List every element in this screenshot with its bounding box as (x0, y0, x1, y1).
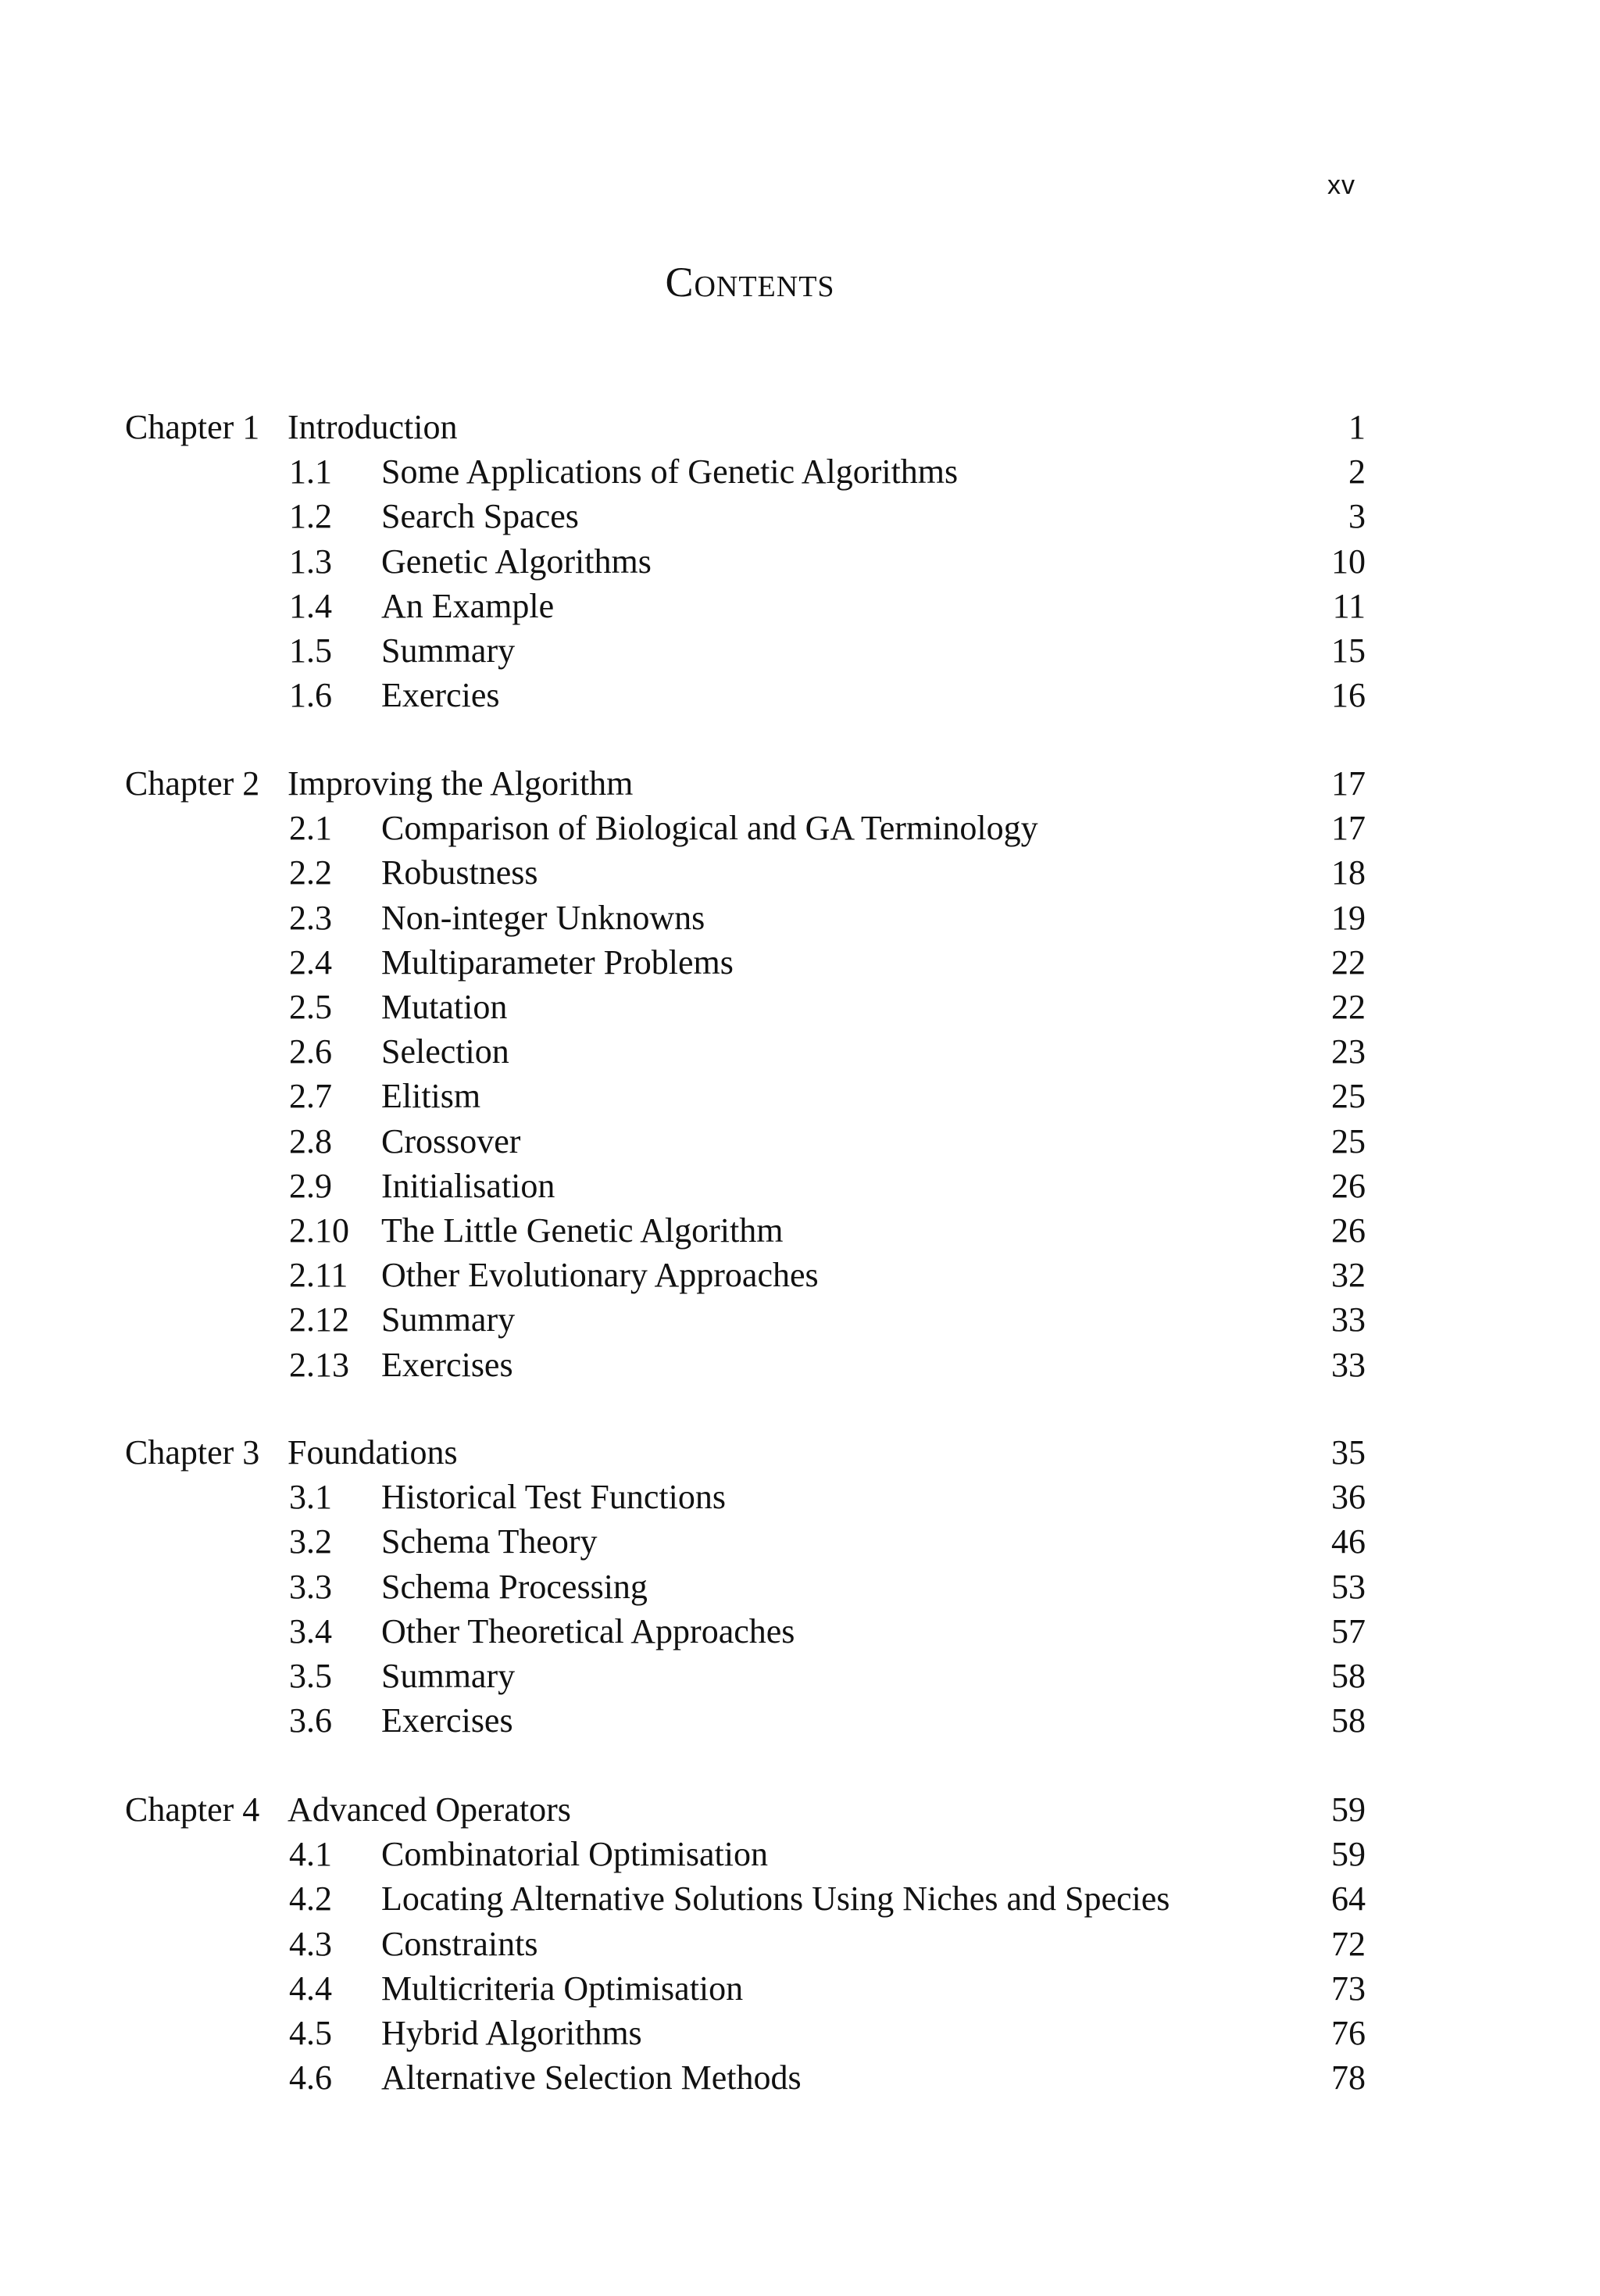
section-title: Schema Theory (381, 1522, 598, 1561)
section-number: 1.4 (289, 587, 332, 625)
section-page-number: 2 (1348, 452, 1366, 491)
section-title: Other Evolutionary Approaches (381, 1256, 819, 1294)
section-number: 2.5 (289, 988, 332, 1026)
section-number: 4.4 (289, 1969, 332, 2008)
section-number: 4.1 (289, 1835, 332, 1873)
section-page-number: 57 (1331, 1612, 1366, 1650)
section-title: Some Applications of Genetic Algorithms (381, 452, 959, 491)
section-title: Other Theoretical Approaches (381, 1612, 795, 1650)
section-number: 2.9 (289, 1167, 332, 1205)
section-page-number: 23 (1331, 1032, 1366, 1071)
chapter-label: Chapter 4 (125, 1790, 260, 1829)
section-row (0, 940, 1600, 985)
chapter-title: Foundations (288, 1433, 458, 1472)
section-title: Mutation (381, 988, 508, 1026)
section-row (0, 1164, 1600, 1208)
section-page-number: 73 (1331, 1969, 1366, 2008)
section-page-number: 19 (1331, 899, 1366, 937)
section-number: 4.5 (289, 2014, 332, 2052)
section-row (0, 1876, 1600, 1921)
chapter-label: Chapter 2 (125, 764, 260, 803)
section-row (0, 1609, 1600, 1654)
section-page-number: 17 (1331, 809, 1366, 847)
section-title: An Example (381, 587, 555, 625)
section-title: Schema Processing (381, 1568, 648, 1606)
chapter-label: Chapter 3 (125, 1433, 260, 1472)
section-row (0, 2055, 1600, 2100)
section-row (0, 1208, 1600, 1253)
section-title: Elitism (381, 1077, 481, 1115)
section-title: Selection (381, 1032, 509, 1071)
section-number: 1.2 (289, 497, 332, 535)
section-title: Multiparameter Problems (381, 943, 734, 982)
section-title: Locating Alternative Solutions Using Niches and Species (381, 1879, 1170, 1918)
section-title: Genetic Algorithms (381, 542, 652, 581)
section-page-number: 10 (1331, 542, 1366, 581)
chapter-title: Improving the Algorithm (288, 764, 634, 803)
chapter-title: Introduction (288, 408, 458, 446)
section-page-number: 53 (1331, 1568, 1366, 1606)
section-number: 2.4 (289, 943, 332, 982)
section-page-number: 11 (1332, 587, 1366, 625)
section-title: Search Spaces (381, 497, 579, 535)
section-row (0, 584, 1600, 628)
section-page-number: 58 (1331, 1657, 1366, 1695)
chapter-row (0, 1430, 1600, 1475)
section-title: Historical Test Functions (381, 1478, 726, 1516)
chapter-row (0, 761, 1600, 806)
section-number: 2.8 (289, 1122, 332, 1161)
chapter-row (0, 405, 1600, 449)
section-title: Combinatorial Optimisation (381, 1835, 768, 1873)
section-number: 1.1 (289, 452, 332, 491)
section-title: Constraints (381, 1925, 538, 1963)
section-row (0, 1654, 1600, 1698)
section-number: 2.7 (289, 1077, 332, 1115)
section-row (0, 1029, 1600, 1074)
section-page-number: 33 (1331, 1300, 1366, 1339)
section-page-number: 3 (1348, 497, 1366, 535)
section-page-number: 72 (1331, 1925, 1366, 1963)
section-row (0, 1074, 1600, 1118)
section-row (0, 1253, 1600, 1297)
section-number: 1.6 (289, 676, 332, 714)
section-title: Multicriteria Optimisation (381, 1969, 744, 2008)
section-row (0, 896, 1600, 940)
section-number: 2.1 (289, 809, 332, 847)
section-number: 3.3 (289, 1568, 332, 1606)
section-number: 1.3 (289, 542, 332, 581)
page-number: xv (1327, 170, 1355, 200)
section-row (0, 1698, 1600, 1743)
section-number: 4.2 (289, 1879, 332, 1918)
section-number: 3.4 (289, 1612, 332, 1650)
section-row (0, 985, 1600, 1029)
section-row (0, 494, 1600, 538)
section-title: Non-integer Unknowns (381, 899, 705, 937)
section-row (0, 2011, 1600, 2055)
section-row (0, 1119, 1600, 1164)
section-title: Exercises (381, 1346, 513, 1384)
section-title: The Little Genetic Algorithm (381, 1211, 784, 1250)
chapter-page-number: 59 (1331, 1790, 1366, 1829)
section-number: 2.3 (289, 899, 332, 937)
section-title: Crossover (381, 1122, 521, 1161)
chapter-row (0, 1787, 1600, 1832)
section-row (0, 539, 1600, 584)
section-page-number: 26 (1331, 1211, 1366, 1250)
section-row (0, 1519, 1600, 1564)
section-page-number: 64 (1331, 1879, 1366, 1918)
section-number: 3.5 (289, 1657, 332, 1695)
chapter-page-number: 1 (1348, 408, 1366, 446)
section-page-number: 16 (1331, 676, 1366, 714)
section-page-number: 22 (1331, 943, 1366, 982)
section-row (0, 1966, 1600, 2011)
chapter-page-number: 35 (1331, 1433, 1366, 1472)
section-number: 4.6 (289, 2058, 332, 2097)
section-row (0, 1475, 1600, 1519)
section-title: Comparison of Biological and GA Terminology (381, 809, 1038, 847)
section-title: Robustness (381, 853, 538, 892)
section-title: Exercises (381, 1701, 513, 1740)
section-number: 2.10 (289, 1211, 349, 1250)
section-page-number: 33 (1331, 1346, 1366, 1384)
section-row (0, 1922, 1600, 1966)
section-number: 3.1 (289, 1478, 332, 1516)
section-page-number: 78 (1331, 2058, 1366, 2097)
section-number: 1.5 (289, 631, 332, 670)
contents-heading: Contents (665, 259, 835, 306)
section-page-number: 76 (1331, 2014, 1366, 2052)
chapter-title: Advanced Operators (288, 1790, 571, 1829)
section-page-number: 18 (1331, 853, 1366, 892)
section-number: 3.6 (289, 1701, 332, 1740)
section-title: Exercies (381, 676, 500, 714)
section-row (0, 850, 1600, 895)
section-number: 2.12 (289, 1300, 349, 1339)
section-title: Initialisation (381, 1167, 555, 1205)
section-row (0, 628, 1600, 673)
section-number: 2.13 (289, 1346, 349, 1384)
section-page-number: 59 (1331, 1835, 1366, 1873)
section-page-number: 36 (1331, 1478, 1366, 1516)
section-title: Hybrid Algorithms (381, 2014, 642, 2052)
section-page-number: 25 (1331, 1122, 1366, 1161)
section-page-number: 25 (1331, 1077, 1366, 1115)
section-page-number: 46 (1331, 1522, 1366, 1561)
section-title: Summary (381, 1657, 516, 1695)
chapter-page-number: 17 (1331, 764, 1366, 803)
section-row (0, 449, 1600, 494)
section-row (0, 1343, 1600, 1387)
section-row (0, 1832, 1600, 1876)
section-row (0, 1565, 1600, 1609)
section-number: 2.11 (289, 1256, 348, 1294)
section-page-number: 15 (1331, 631, 1366, 670)
section-number: 2.2 (289, 853, 332, 892)
section-row (0, 1297, 1600, 1342)
section-number: 4.3 (289, 1925, 332, 1963)
section-page-number: 32 (1331, 1256, 1366, 1294)
section-row (0, 806, 1600, 850)
section-number: 2.6 (289, 1032, 332, 1071)
section-title: Summary (381, 631, 516, 670)
section-page-number: 58 (1331, 1701, 1366, 1740)
section-title: Alternative Selection Methods (381, 2058, 802, 2097)
section-page-number: 22 (1331, 988, 1366, 1026)
chapter-label: Chapter 1 (125, 408, 260, 446)
section-page-number: 26 (1331, 1167, 1366, 1205)
section-title: Summary (381, 1300, 516, 1339)
section-row (0, 673, 1600, 717)
section-number: 3.2 (289, 1522, 332, 1561)
